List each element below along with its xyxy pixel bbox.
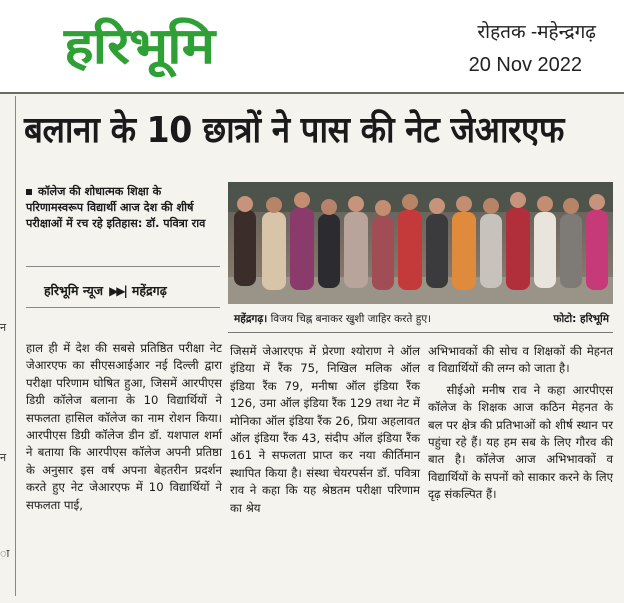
column-1-text: हाल ही में देश की सबसे प्रतिष्ठित परीक्षा नेट जेआरएफ का सीएसआईआर नई दिल्ली द्वारा परीक्षा परिणाम घोषित हुआ, जिसमें आरपीएस डिग्री कॉलेज बलाना के 10 विद्यार्थियों ने सफलता हासिल कॉलेज का नाम रोशन किया। आरपीएस डिग्री कॉलेज डीन डॉ. यशपाल शर्मा ने बताया कि आरपीएस कॉलेज अपनी प्रतिष्ठा के अनुसार इस वर्ष अपना बेहतरीन प्रदर्शन करते हुए नेट जेआरएफ में 10 विद्यार्थियों ने सफलता पाई, <box>26 341 222 512</box>
divider <box>26 307 220 308</box>
byline-source: हरिभूमि न्यूज <box>44 283 104 298</box>
subhead-text: कॉलेज की शोधात्मक शिक्षा के परिणामस्वरूप विद्यार्थी आज देश की शीर्ष परीक्षाओं में रच रहे इतिहास: डॉ. पवित्रा राव <box>26 185 206 230</box>
caption-place: महेंद्रगढ़। <box>234 313 268 325</box>
students-photo-illustration <box>228 182 613 304</box>
masthead-rule <box>0 92 624 94</box>
subhead <box>26 184 222 232</box>
article-column-3 <box>428 343 613 504</box>
edition-name: रोहतक -महेन्द्रगढ़ <box>477 22 596 43</box>
divider <box>26 266 220 267</box>
masthead <box>0 0 624 92</box>
caption-text: विजय चिह्न बनाकर खुशी जाहिर करते हुए। <box>270 313 432 325</box>
edition-date: 20 Nov 2022 <box>468 54 582 76</box>
newspaper-logo: हरिभूमि <box>64 17 215 75</box>
column-3-paragraph-2: सीईओ मनीष राव ने कहा आरपीएस कॉलेज के शिक्षक आज कठिन मेहनत के बल पर क्षेत्र की प्रतिभाओं को शीर्ष स्थान पर पहुंचा रहे हैं। यह हम सब के लिए गौरव की बात है। कॉलेज आज अभिभावकों व विद्यार्थियों के सपनों को साकार करने के लिए दृढ़ संकल्पित हैं। <box>428 382 613 502</box>
forward-arrows-icon: ▶▶| <box>109 284 126 298</box>
article-column-2 <box>230 343 420 517</box>
bullet-square-icon <box>26 189 32 195</box>
group-photo <box>228 182 613 304</box>
byline <box>44 282 167 299</box>
headline: बलाना के 10 छात्रों ने पास की नेट जेआरएफ <box>24 110 564 151</box>
photo-caption-bar <box>228 306 613 333</box>
photo-caption <box>234 312 431 326</box>
column-2-text: जिसमें जेआरएफ में प्रेरणा श्योराण ने ऑल इंडिया में रैंक 75, निखिल मलिक ऑल इंडिया रैंक 79, मनीषा ऑल इंडिया रैंक 126, उमा ऑल इंडिया रैंक 129 तथा नेट में मोनिका ऑल इंडिया रैंक 26, प्रिया अहलावत ऑल इंडिया रैंक 43, संदीप ऑल इंडिया रैंक 161 ने सफलता प्राप्त कर नया कीर्तिमान स्थापित किया है। संस्था चेयरपर्सन डॉ. पवित्रा राव ने कहा कि यह श्रेष्ठतम परीक्षा परिणाम का श्रेय <box>230 344 420 515</box>
margin-fragment: न <box>0 451 7 464</box>
byline-place: महेंद्रगढ़ <box>131 283 167 298</box>
margin-fragment: न <box>0 321 7 334</box>
column-3-paragraph-1: अभिभावकों की सोच व शिक्षकों की मेहनत व विद्यार्थियों की लग्न को जाता है। <box>428 344 613 376</box>
article-column-1 <box>26 340 222 514</box>
photo-credit: फोटो: हरिभूमि <box>553 313 609 325</box>
margin-fragment: ा <box>0 547 10 560</box>
column-separator <box>15 96 16 596</box>
